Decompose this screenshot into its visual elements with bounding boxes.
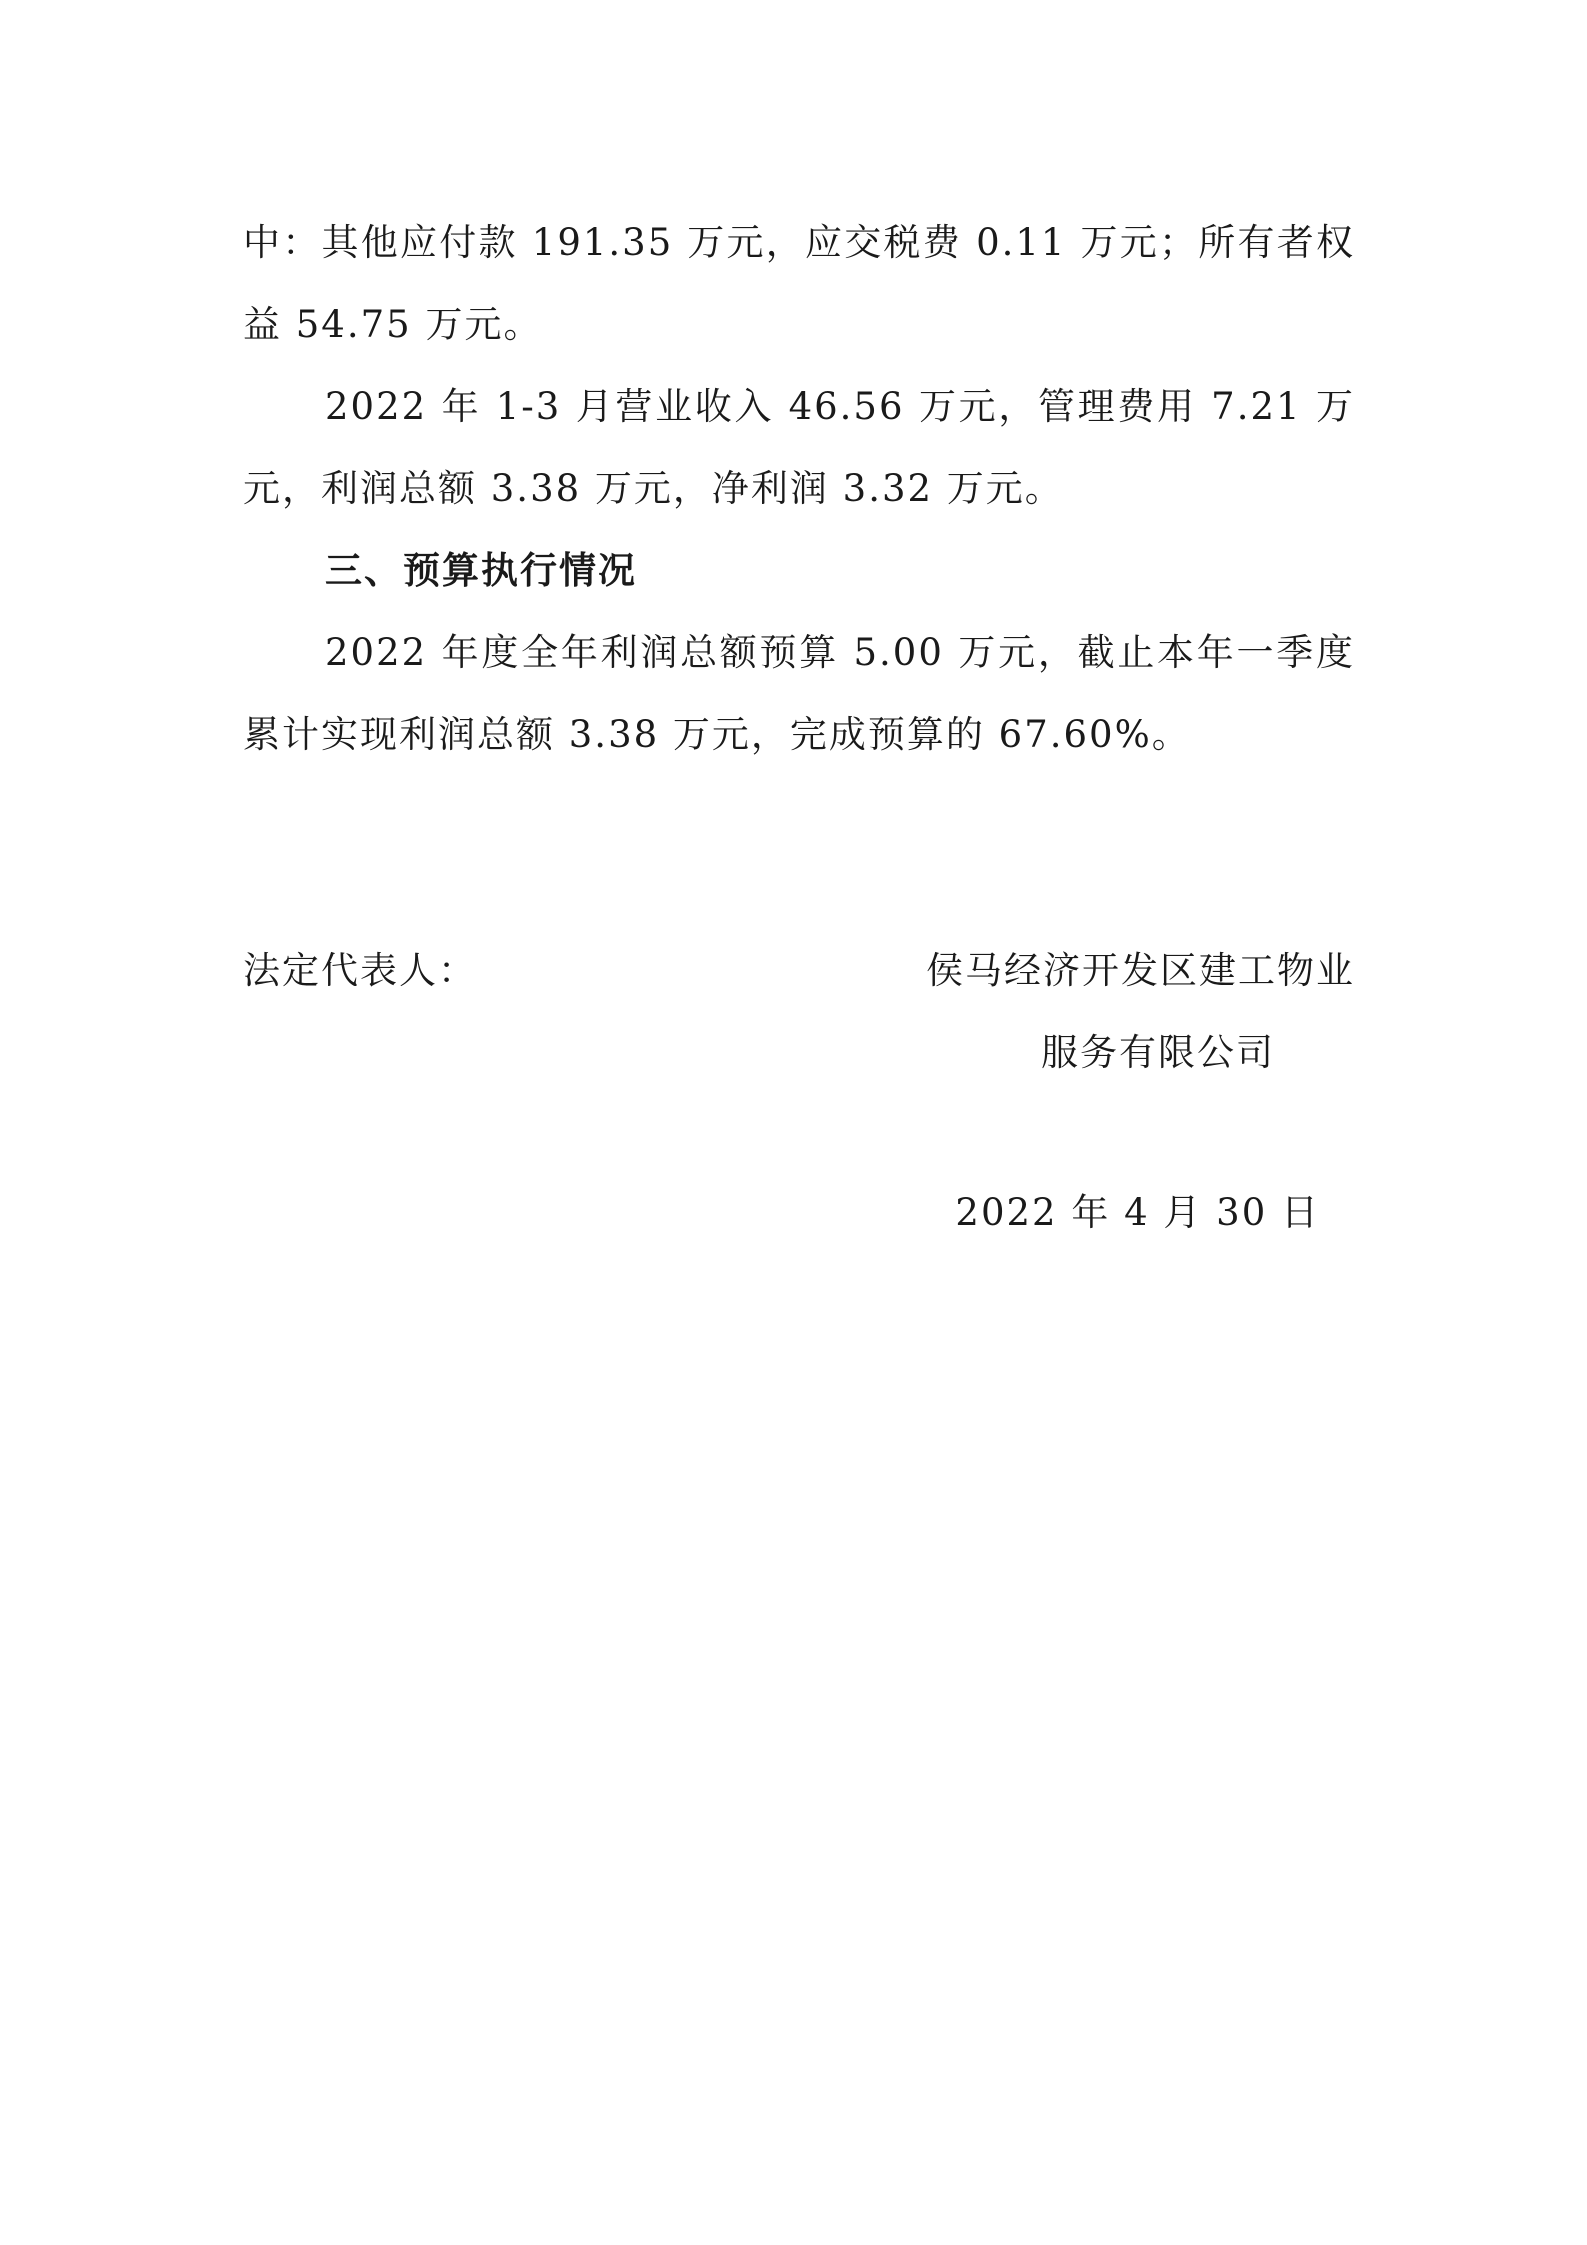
- company-name-line-1: 侯马经济开发区建工物业: [926, 949, 1355, 992]
- income-paragraph: 2022 年 1-3 月营业收入 46.56 万元，管理费用 7.21 万元，利润总额 3.38 万元，净利润 3.32 万元。: [243, 385, 1355, 510]
- company-name-line-2: 服务有限公司: [1041, 1031, 1275, 1074]
- document-date: 2022 年 4 月 30 日: [955, 1191, 1320, 1234]
- section-heading-budget: 三、预算执行情况: [325, 549, 637, 592]
- document-body: [243, 202, 1355, 776]
- budget-paragraph: 2022 年度全年利润总额预算 5.00 万元，截止本年一季度累计实现利润总额 3.38 万元，完成预算的 67.60%。: [243, 631, 1355, 756]
- balance-paragraph: 中：其他应付款 191.35 万元，应交税费 0.11 万元；所有者权益 54.75 万元。: [243, 221, 1355, 346]
- legal-representative-label: 法定代表人：: [243, 949, 477, 992]
